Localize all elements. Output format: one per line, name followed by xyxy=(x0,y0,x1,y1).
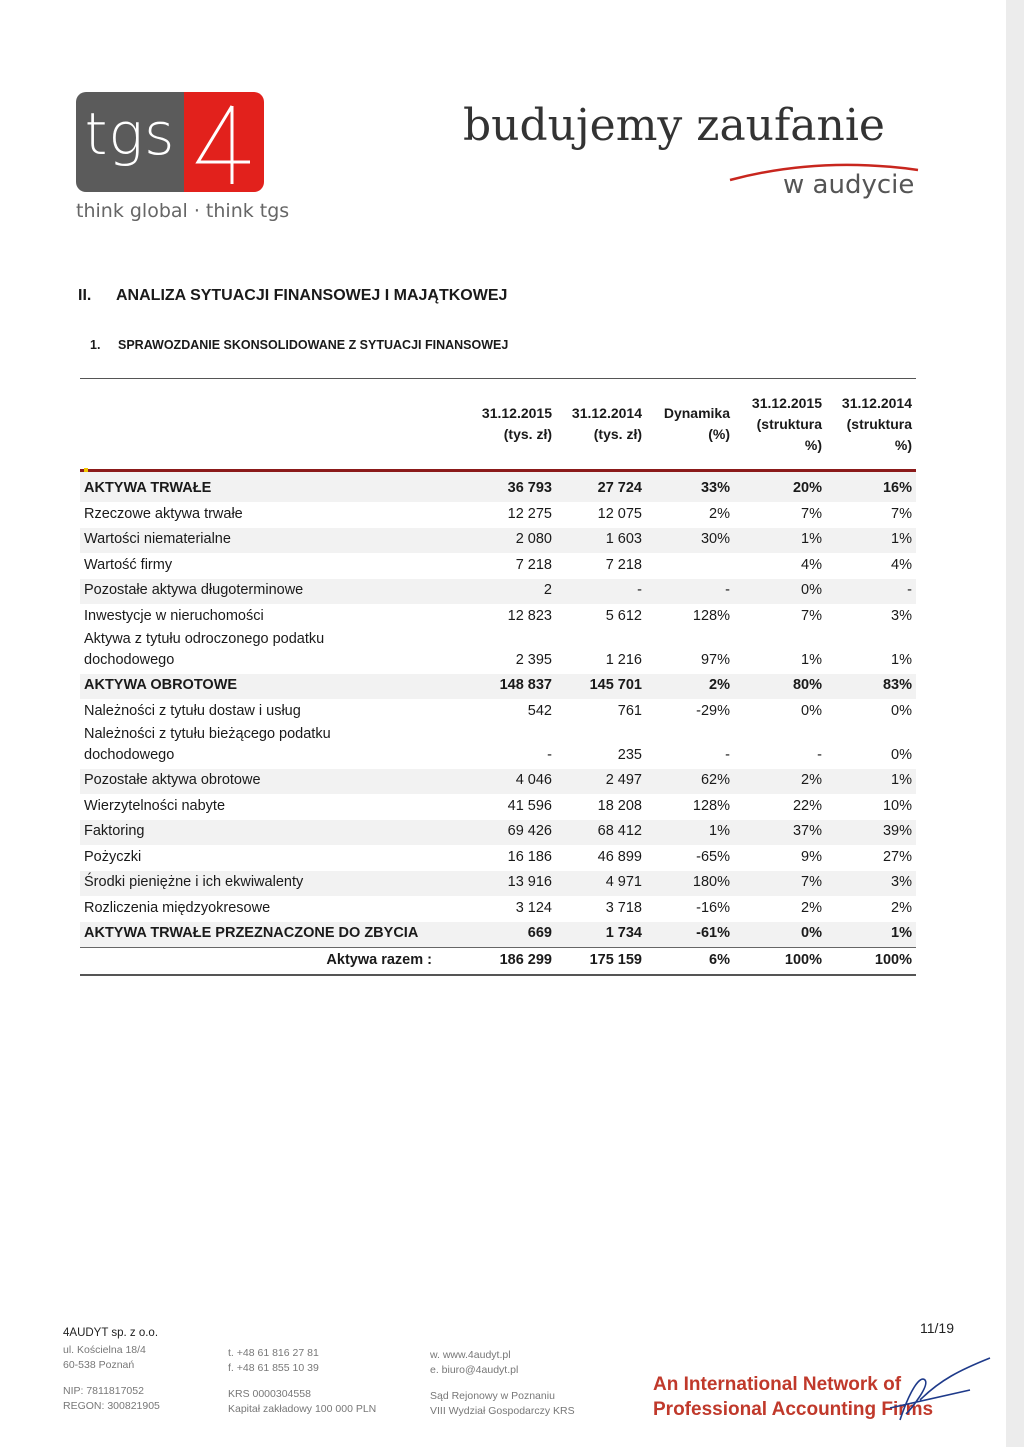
table-row xyxy=(80,553,916,579)
row-label xyxy=(326,950,432,971)
cell-value: 128% xyxy=(692,607,730,624)
section-title: ANALIZA SYTUACJI FINANSOWEJ I MAJĄTKOWEJ xyxy=(116,287,508,304)
cell-value: 186 299 xyxy=(499,951,552,968)
cell-value: - xyxy=(725,746,730,763)
section-number: II. xyxy=(78,287,92,304)
cell-value: -29% xyxy=(696,702,730,719)
row-label xyxy=(84,606,264,627)
cell-value: 4 971 xyxy=(605,874,642,890)
cell-value: 2% xyxy=(709,677,730,693)
row-label-line: Środki pieniężne i ich ekwiwalenty xyxy=(84,874,304,890)
footer-capital: Kapitał zakładowy 100 000 PLN xyxy=(228,1403,377,1415)
table-body xyxy=(80,472,916,976)
cell-value: 3 718 xyxy=(605,899,642,916)
row-label xyxy=(84,529,231,550)
slogan-subtitle: w audycie xyxy=(783,170,915,200)
cell-value: 0% xyxy=(801,925,822,941)
row-label-line: Pozostałe aktywa długoterminowe xyxy=(84,582,304,598)
col-header-line: 31.12.2015 xyxy=(481,405,552,421)
cell-value: 1 603 xyxy=(605,531,642,547)
cell-value: 13 916 xyxy=(507,874,552,890)
cell-value: 1 734 xyxy=(605,925,642,941)
subsection-title: SPRAWOZDANIE SKONSOLIDOWANE Z SYTUACJI FINANSOWEJ xyxy=(118,338,509,352)
row-label-line: Wierzytelności nabyte xyxy=(84,797,226,814)
footer-company: 4AUDYT sp. z o.o. xyxy=(63,1327,159,1339)
cell-value: - xyxy=(817,746,822,763)
cell-value: 148 837 xyxy=(499,677,552,693)
row-label-line: Rzeczowe aktywa trwałe xyxy=(84,505,243,522)
cell-value: 100% xyxy=(784,951,822,968)
cell-value: - xyxy=(637,582,642,598)
table-row xyxy=(80,579,916,605)
col-header-line: (tys. zł) xyxy=(593,426,642,442)
footer-email-link[interactable]: e. biuro@4audyt.pl xyxy=(430,1364,519,1376)
row-label xyxy=(84,724,331,766)
col-header-line: (tys. zł) xyxy=(503,426,552,442)
cell-value: 0% xyxy=(801,702,822,719)
footer-court: Sąd Rejonowy w Poznaniu xyxy=(430,1390,555,1402)
table-row xyxy=(80,845,916,871)
col-header-line: (struktura xyxy=(846,416,912,432)
cell-value: 7% xyxy=(801,607,822,624)
row-label-line: AKTYWA TRWAŁE PRZEZNACZONE DO ZBYCIA xyxy=(84,925,419,941)
col-header-line: 31.12.2014 xyxy=(841,395,912,411)
cell-value: 1% xyxy=(891,531,912,547)
cell-value: 36 793 xyxy=(507,480,552,496)
cell-value: 33% xyxy=(700,480,730,496)
cell-value: 542 xyxy=(527,702,552,719)
cell-value: 20% xyxy=(792,480,822,496)
col-header-line: %) xyxy=(894,437,912,453)
cell-value: 2 497 xyxy=(605,772,642,788)
table-row xyxy=(80,674,916,700)
cell-value: 2% xyxy=(801,772,822,788)
table-row xyxy=(80,820,916,846)
cell-value: 7% xyxy=(891,505,912,522)
row-label xyxy=(84,478,211,499)
cell-value: -65% xyxy=(696,848,730,865)
cell-value: 12 075 xyxy=(597,505,642,522)
table-row xyxy=(80,699,916,725)
col-header-line: 31.12.2015 xyxy=(751,395,822,411)
row-label-line: dochodowego xyxy=(84,746,175,763)
table-row xyxy=(80,922,916,949)
logo-text: tgs xyxy=(84,100,176,168)
logo-tagline: think global · think tgs xyxy=(76,200,290,222)
cell-value: 1% xyxy=(891,925,912,941)
cell-value: 235 xyxy=(617,746,642,763)
row-label xyxy=(84,923,418,944)
cell-value: 97% xyxy=(700,651,730,668)
cell-value: 180% xyxy=(692,874,730,890)
footer-nip: NIP: 7811817052 xyxy=(63,1385,144,1397)
section-heading xyxy=(78,287,507,305)
cell-value: 12 823 xyxy=(507,607,552,624)
cell-value: 83% xyxy=(882,677,912,693)
network-line-1: An International Network of xyxy=(653,1374,902,1395)
footer-krs: KRS 0000304558 xyxy=(228,1388,311,1400)
cell-value: 175 159 xyxy=(589,951,642,968)
footer-city: 60-538 Poznań xyxy=(63,1359,135,1371)
col-header-structure-2015 xyxy=(752,393,822,456)
cell-value: 1% xyxy=(801,651,822,668)
cell-value: 80% xyxy=(792,677,822,693)
cell-value: 2% xyxy=(709,505,730,522)
cell-value: 2% xyxy=(891,899,912,916)
cell-value: - xyxy=(725,582,730,598)
subsection-number: 1. xyxy=(90,338,101,352)
cell-value: 12 275 xyxy=(507,505,552,522)
cell-value: 1% xyxy=(891,772,912,788)
cell-value: 16 186 xyxy=(507,848,552,865)
col-header-2014 xyxy=(572,403,642,445)
cell-value: 37% xyxy=(792,823,822,839)
footer-web-link[interactable]: w. www.4audyt.pl xyxy=(430,1349,511,1361)
cell-value: -16% xyxy=(696,899,730,916)
cell-value: 46 899 xyxy=(597,848,642,865)
cell-value: 41 596 xyxy=(507,797,552,814)
cell-value: 3% xyxy=(891,607,912,624)
row-label-line: AKTYWA TRWAŁE xyxy=(84,480,212,496)
cell-value: 16% xyxy=(882,480,912,496)
row-label-line: Wartości niematerialne xyxy=(84,531,231,547)
row-label-line: dochodowego xyxy=(84,651,175,668)
cell-value: 7% xyxy=(801,505,822,522)
scan-edge xyxy=(1006,0,1024,1447)
cell-value: 2 395 xyxy=(515,651,552,668)
cell-value: 7 218 xyxy=(605,556,642,573)
col-header-line: (%) xyxy=(708,426,730,442)
footer-street: ul. Kościelna 18/4 xyxy=(63,1344,146,1356)
logo-four-icon xyxy=(184,92,264,192)
page-number: 11/19 xyxy=(920,1320,954,1336)
cell-value: 10% xyxy=(882,797,912,814)
cell-value: 3 124 xyxy=(515,899,552,916)
footer-court-division: VIII Wydział Gospodarczy KRS xyxy=(430,1405,575,1417)
col-header-dynamics xyxy=(664,403,730,445)
table-row xyxy=(80,502,916,528)
row-label xyxy=(84,580,303,601)
cell-value: 669 xyxy=(527,925,552,941)
col-header-structure-2014 xyxy=(842,393,912,456)
cell-value: 2% xyxy=(801,899,822,916)
slogan: budujemy zaufanie xyxy=(463,100,885,151)
cell-value: 1 216 xyxy=(605,651,642,668)
cell-value: -61% xyxy=(696,925,730,941)
cell-value: 68 412 xyxy=(597,823,642,839)
footer-regon: REGON: 300821905 xyxy=(63,1400,160,1412)
row-label xyxy=(84,872,303,893)
cell-value: 39% xyxy=(882,823,912,839)
table-row xyxy=(80,604,916,630)
row-label xyxy=(84,504,243,525)
row-label-line: Należności z tytułu dostaw i usług xyxy=(84,702,301,719)
cell-value: 18 208 xyxy=(597,797,642,814)
cell-value: 0% xyxy=(891,702,912,719)
table-row xyxy=(80,725,916,769)
cell-value: 30% xyxy=(700,531,730,547)
table-row xyxy=(80,472,916,502)
table-row xyxy=(80,528,916,554)
table-row xyxy=(80,794,916,820)
financial-table xyxy=(80,378,916,976)
col-header-line: (struktura xyxy=(756,416,822,432)
cell-value: 761 xyxy=(617,702,642,719)
cell-value: 4% xyxy=(801,556,822,573)
footer-phone: t. +48 61 816 27 81 xyxy=(228,1347,319,1359)
table-row xyxy=(80,871,916,897)
table-row xyxy=(80,630,916,674)
col-header-line: 31.12.2014 xyxy=(571,405,642,421)
cell-value: - xyxy=(907,582,912,598)
row-label xyxy=(84,675,237,696)
cell-value: 145 701 xyxy=(589,677,642,693)
row-label xyxy=(84,629,324,671)
cell-value: 7 218 xyxy=(515,556,552,573)
tgs-logo xyxy=(76,92,266,200)
row-label-line: AKTYWA OBROTOWE xyxy=(84,677,238,693)
row-label-line: Rozliczenia międzyokresowe xyxy=(84,899,271,916)
cell-value: - xyxy=(547,746,552,763)
col-header-line: Dynamika xyxy=(663,405,730,421)
cell-value: 9% xyxy=(801,848,822,865)
cell-value: 27% xyxy=(882,848,912,865)
row-label-line: Pozostałe aktywa obrotowe xyxy=(84,772,261,788)
cell-value: 2 080 xyxy=(515,531,552,547)
subsection-heading xyxy=(90,338,508,352)
total-row xyxy=(80,948,916,976)
row-label xyxy=(84,847,141,868)
row-label xyxy=(84,555,172,576)
row-label-line: Wartość firmy xyxy=(84,556,173,573)
row-label-line: Faktoring xyxy=(84,823,145,839)
table-row xyxy=(80,896,916,922)
cell-value: 0% xyxy=(891,746,912,763)
cell-value: 2 xyxy=(543,582,552,598)
row-label-line: Aktywa z tytułu odroczonego podatku xyxy=(84,630,325,647)
signature-icon xyxy=(880,1350,1000,1430)
cell-value: 128% xyxy=(692,797,730,814)
cell-value: 1% xyxy=(709,823,730,839)
row-label-line: Należności z tytułu bieżącego podatku xyxy=(84,725,331,742)
row-label-line: Pożyczki xyxy=(84,848,142,865)
cell-value: 3% xyxy=(891,874,912,890)
cell-value: 69 426 xyxy=(507,823,552,839)
cell-value: 4% xyxy=(891,556,912,573)
cell-value: 22% xyxy=(792,797,822,814)
cell-value: 7% xyxy=(801,874,822,890)
table-row xyxy=(80,769,916,795)
cell-value: 62% xyxy=(700,772,730,788)
cell-value: 100% xyxy=(874,951,912,968)
cell-value: 5 612 xyxy=(605,607,642,624)
cell-value: 27 724 xyxy=(597,480,642,496)
row-label xyxy=(84,796,225,817)
cell-value: 1% xyxy=(891,651,912,668)
row-label-line: Aktywa razem : xyxy=(326,951,432,968)
cell-value: 0% xyxy=(801,582,822,598)
row-label xyxy=(84,898,270,919)
footer-fax: f. +48 61 855 10 39 xyxy=(228,1362,319,1374)
row-label xyxy=(84,821,144,842)
cell-value: 6% xyxy=(709,951,730,968)
row-label xyxy=(84,770,261,791)
col-header-2015 xyxy=(482,403,552,445)
row-label-line: Inwestycje w nieruchomości xyxy=(84,607,264,624)
cell-value: 4 046 xyxy=(515,772,552,788)
table-header xyxy=(80,379,916,469)
cell-value: 1% xyxy=(801,531,822,547)
row-label xyxy=(84,701,301,722)
network-line-2: Professional Accounting Firms xyxy=(653,1399,934,1420)
col-header-line: %) xyxy=(804,437,822,453)
